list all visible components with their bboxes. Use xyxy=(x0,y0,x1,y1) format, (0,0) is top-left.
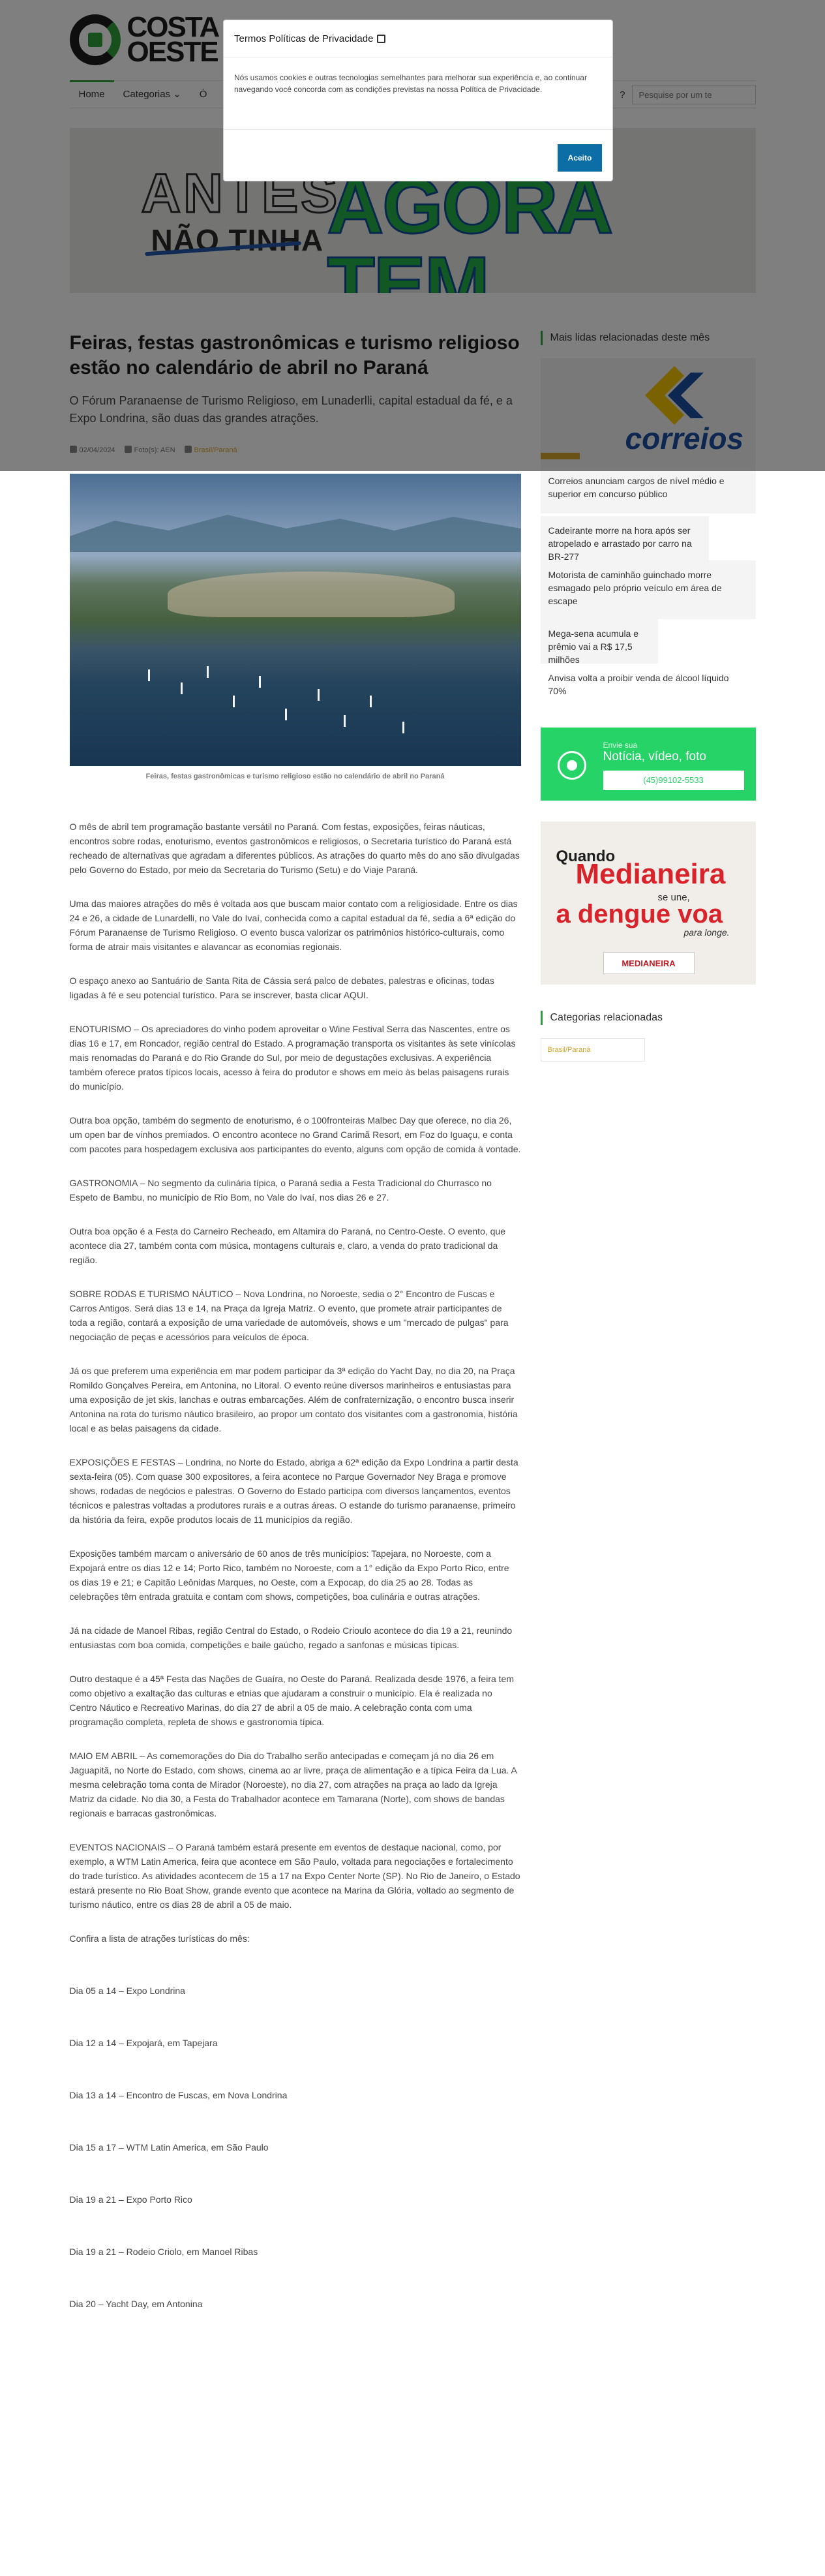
whatsapp-big-text: Notícia, vídeo, foto xyxy=(603,750,706,763)
ad-text: Medianeira xyxy=(575,858,726,890)
list-item: Dia 12 a 14 – Expojará, em Tapejara xyxy=(69,2038,218,2048)
modal-body: Nós usamos cookies e outras tecnologias semelhantes para melhorar sua experiência e, ao continuar navegando você concorda com as condições previstas na nossa Política de Privacidade. xyxy=(234,73,587,94)
article xyxy=(70,331,521,2349)
article-paragraph: O espaço anexo ao Santuário de Santa Rita de Cássia será palco de debates, palestras e oficinas, todas ligadas à fé e seu potencial turístico. Para se inscrever, basta clicar AQUI. xyxy=(69,975,494,1000)
categories-heading: Categorias relacionadas xyxy=(541,1011,756,1025)
list-item: Dia 13 a 14 – Encontro de Fuscas, em Nova Londrina xyxy=(69,2090,288,2100)
list-item: Dia 05 a 14 – Expo Londrina xyxy=(69,1986,185,1996)
photo-boat xyxy=(318,689,320,701)
photo-boat xyxy=(259,676,261,688)
article-paragraph: O mês de abril tem programação bastante versátil no Paraná. Com festas, exposições, feiras náuticas, encontros sobre rodas, enoturismo, eventos gastronômicos e religiosos, o Secretaria turístico do Paraná está recheado de alternativas que agradam a diferentes públicos. As atrações do quarto mês do ano são divulgadas pelo Governo do Estado, por meio da Secretaria do Turismo (Setu) e do Viaje Paraná. xyxy=(69,821,520,875)
whatsapp-box[interactable] xyxy=(541,728,756,801)
article-paragraph: Outro destaque é a 45ª Festa das Nações de Guaíra, no Oeste do Paraná. Realizada desde 1976, a feira tem como objetivo a exaltação das culturas e etnias que ajudaram a construir o município. Ela é realizada no Centro Náutico e Recreativo Marinas, do dia 27 de abril a 05 de maio. A celebração conta com uma programação completa, repleta de shows e gastronomia típica. xyxy=(69,1674,514,1727)
article-paragraph: ENOTURISMO – Os apreciadores do vinho podem aproveitar o Wine Festival Serra das Nascentes, entre os dias 16 e 17, em Roncador, região central do Estado. A programação transporta os visitantes às sete vinícolas mais renomadas do Paraná e do Rio Grande do Sul, por meio de degustações exclusivas. A experiência também oferece pratos típicos locais, acesso à feira do produtor e shows em meio às belas paisagens rurais do município. xyxy=(69,1024,516,1092)
most-read-item[interactable]: Anvisa volta a proibir venda de álcool líquido 70% xyxy=(541,664,756,703)
sidebar xyxy=(541,331,756,2349)
article-paragraph: EXPOSIÇÕES E FESTAS – Londrina, no Norte do Estado, abriga a 62ª edição da Expo Londrina a partir desta sexta-feira (05). Com quase 300 expositores, a feira acontece no Parque Governador Ney Braga e promove shows, rodadas de negócios e palestras. O Governo do Estado participa com diversos lançamentos, eventos técnicos e palestras voltadas a produtores rurais e a outras áreas. O estande do turismo paranaense, primeiro da história da feira, expõe produtos locais de 11 municípios da região. xyxy=(69,1457,518,1525)
article-paragraph: Confira a lista de atrações turísticas do mês: xyxy=(69,1933,250,1944)
article-paragraph: SOBRE RODAS E TURISMO NÁUTICO – Nova Londrina, no Noroeste, sedia o 2° Encontro de Fuscas e Carros Antigos. Será dias 13 e 14, na Praça da Igreja Matriz. O evento, que promete atrair participantes de toda a região, contará a exposição de uma variedade de automóveis, shows e um "mercado de pulgas" para negociação de peças e acessórios para veículos de época. xyxy=(69,1289,509,1342)
photo-boat xyxy=(370,696,372,707)
most-read-item[interactable]: Correios anunciam cargos de nível médio e superior em concurso público xyxy=(541,467,756,514)
ad-text: a dengue voa xyxy=(556,900,723,928)
ad-logo: MEDIANEIRA xyxy=(603,952,695,974)
ad-text: Quando xyxy=(556,848,616,865)
article-body xyxy=(70,820,521,2311)
article-paragraph: Uma das maiores atrações do mês é voltada aos que buscam maior contato com a religiosidade. Entre os dias 24 e 26, a cidade de Lunardelli, no Vale do Ivaí, conhecida como a capital estadual da fé, sedia a 6ª edição do Fórum Paranaense de Turismo Religioso. O evento busca valorizar os patrimônios histórico-culturais, como forma de atrair mais visitantes e alavancar as economias regionais. xyxy=(69,898,518,952)
most-read-item[interactable]: Motorista de caminhão guinchado morre esmagado pelo próprio veículo em área de escape xyxy=(541,560,756,619)
photo-boat xyxy=(344,715,346,727)
category-link[interactable]: Brasil/Paraná xyxy=(541,1038,645,1062)
article-paragraph: Já os que preferem uma experiência em mar podem participar da 3ª edição do Yacht Day, no dia 20, na Praça Romildo Gonçalves Pereira, em Antonina, no Litoral. O evento reúne diversos marinheiros e entusiastas para uma exposição de jet skis, lanchas e outras embarcações. Além de confraternização, o encontro busca inserir Antonina na rota do turismo náutico brasileiro, ao propor um contato dos visitantes com a gastronomia, história local e as belas paisagens da cidade. xyxy=(69,1366,518,1434)
modal-header xyxy=(224,20,612,57)
privacy-modal xyxy=(223,20,613,181)
list-item: Dia 19 a 21 – Rodeio Criolo, em Manoel Ribas xyxy=(69,2246,258,2257)
photo-boat xyxy=(233,696,235,707)
external-link-icon[interactable] xyxy=(377,35,385,43)
list-item: Dia 20 – Yacht Day, em Antonina xyxy=(69,2299,203,2309)
photo-boat xyxy=(148,669,150,681)
whatsapp-phone[interactable]: (45)99102-5533 xyxy=(603,771,744,790)
most-read-item[interactable]: Cadeirante morre na hora após ser atropelado e arrastado por carro na BR-277 xyxy=(541,516,709,560)
article-paragraph: Já na cidade de Manoel Ribas, região Central do Estado, o Rodeio Crioulo acontece do dia 19 a 21, reunindo entusiastas com boa comida, competições e baile gaúcho, regado a sanfonas e músicas típicas. xyxy=(69,1625,513,1650)
article-paragraph: Exposições também marcam o aniversário de 60 anos de três municípios: Tapejara, no Noroeste, com a Expojará entre os dias 12 e 14; Porto Rico, também no Noroeste, com a 1° edição da Expo Porto Rico, entre os dias 19 e 21; e Capitão Leônidas Marques, no Oeste, com a Expocap, do dia 25 ao 28. Todas as celebrações têm entrada gratuita e contam com shows, competições, boa culinária e outras atrações. xyxy=(69,1548,509,1602)
photo-mountains xyxy=(70,513,521,552)
article-paragraph: Outra boa opção, também do segmento de enoturismo, é o 100fronteiras Malbec Day que oferece, no dia 26, um open bar de vinhos premiados. O encontro acontece no Grand Carimã Resort, em Foz do Iguaçu, e conta com pacotes para hospedagem exclusiva aos participantes do evento, alguns com opção de comida à vontade. xyxy=(69,1115,521,1154)
list-item: Dia 15 a 17 – WTM Latin America, em São Paulo xyxy=(69,2142,269,2153)
whatsapp-icon xyxy=(558,751,586,780)
dengue-ad[interactable] xyxy=(541,821,756,985)
list-item: Dia 19 a 21 – Expo Porto Rico xyxy=(69,2194,192,2205)
ad-text: para longe. xyxy=(683,927,730,938)
article-paragraph: GASTRONOMIA – No segmento da culinária típica, o Paraná sedia a Festa Tradicional do Churrasco no Espeto de Bambu, no município de Rio Bom, no Vale do Ivaí, nos dias 26 e 27. xyxy=(69,1178,492,1203)
photo-boat xyxy=(402,722,404,733)
photo-town xyxy=(168,572,455,617)
article-paragraph: Outra boa opção é a Festa do Carneiro Recheado, em Altamira do Paraná, no Centro-Oeste. O evento, que acontece dia 27, também conta com música, montagens culturais e, claro, a venda do prato tradicional da região. xyxy=(69,1226,505,1265)
photo-boat xyxy=(181,682,183,694)
whatsapp-small-text: Envie sua xyxy=(603,741,638,750)
ad-text: se une, xyxy=(657,892,690,903)
article-paragraph: EVENTOS NACIONAIS – O Paraná também estará presente em eventos de destaque nacional, como, por exemplo, a WTM Latin America, feira que acontece em São Paulo, voltada para negociações e fortalecimento do trade turístico. As atividades acontecem de 15 a 17 na Expo Center Norte (SP). No Rio de Janeiro, o Estado estará presente no Rio Boat Show, grande evento que acontece na Marina da Glória, voltado ao segmento de turismo náutico, entre os dias 28 de abril a 05 de maio. xyxy=(69,1842,520,1910)
article-paragraph: MAIO EM ABRIL – As comemorações do Dia do Trabalho serão antecipadas e começam já no dia 26 em Jaguapitã, no Norte do Estado, com shows, cinema ao ar livre, praça de alimentação e a típica Feira da Lua. A mesma celebração toma conta de Mirador (Noroeste), no dia 27, com atrações na praça ao lado da Igreja Matriz da cidade. No dia 30, a Festa do Trabalhador acontece em Tamarana (Norte), com shows de bandas regionais e barracas gastronômicas. xyxy=(69,1751,517,1818)
photo-boat xyxy=(285,709,287,720)
photo-caption: Feiras, festas gastronômicas e turismo religioso estão no calendário de abril no Paraná xyxy=(145,773,445,780)
modal-footer xyxy=(224,129,612,181)
article-photo xyxy=(70,474,521,766)
photo-boat xyxy=(207,666,209,678)
accept-button[interactable]: Aceito xyxy=(558,144,602,172)
most-read-item[interactable]: Mega-sena acumula e prêmio vai a R$ 17,5 milhões xyxy=(541,619,658,664)
modal-title[interactable]: Termos Políticas de Privacidade xyxy=(234,33,374,44)
